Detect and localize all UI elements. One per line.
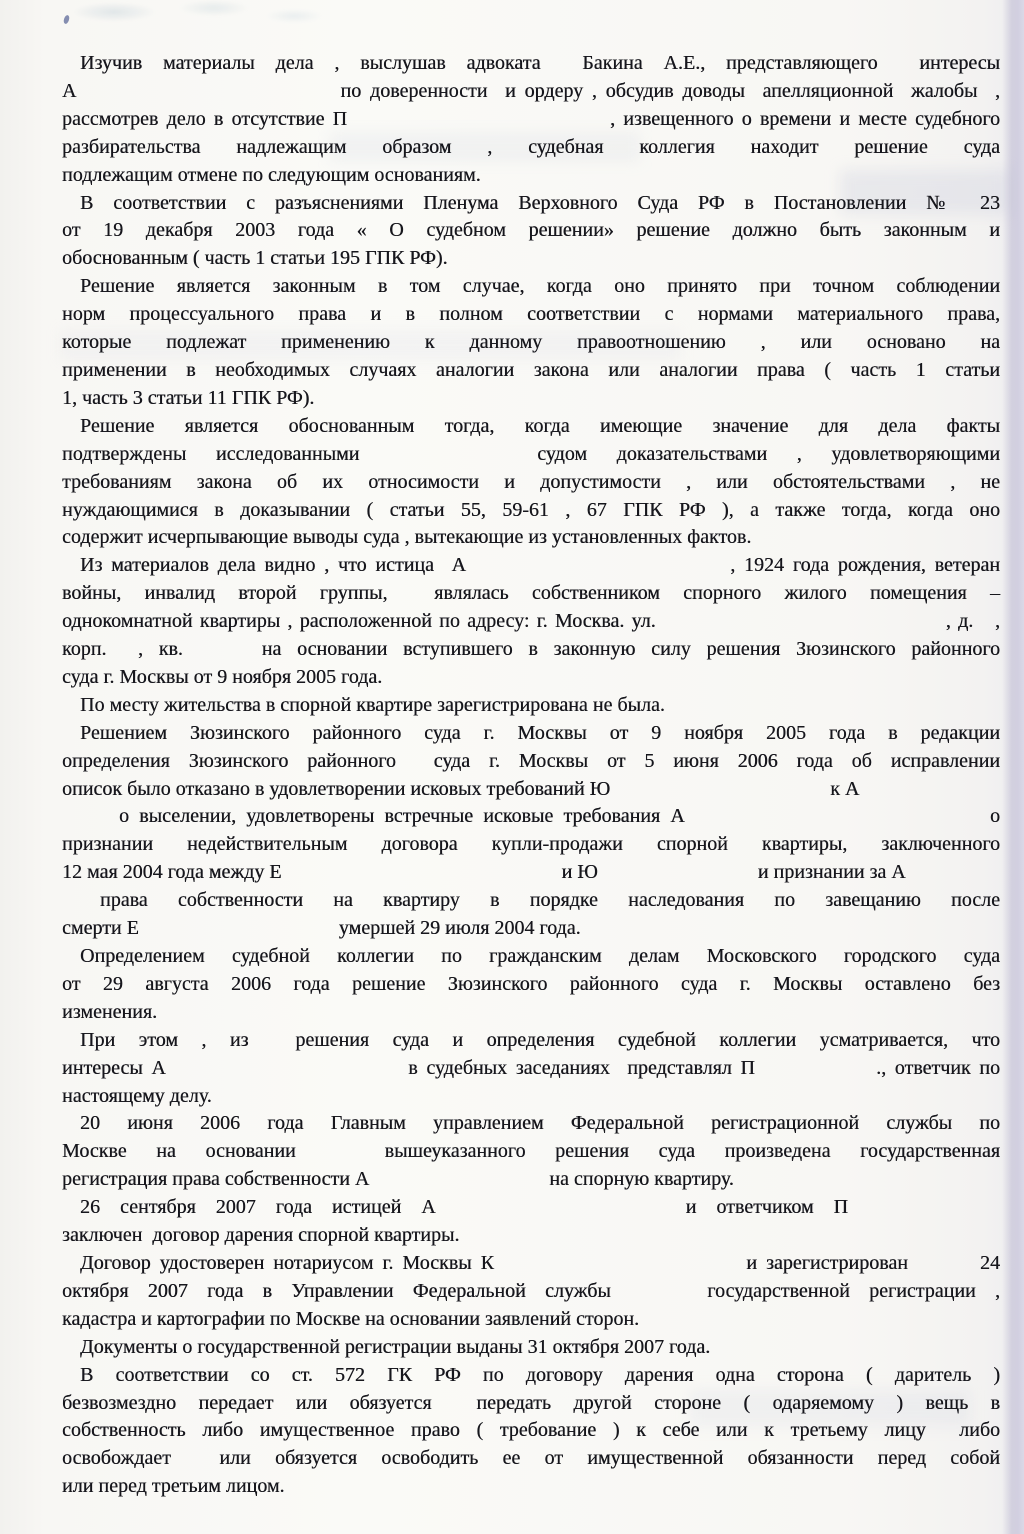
text-line: описок было отказано в удовлетворении исковых требований Ю к А <box>62 777 860 800</box>
text-line: нуждающимися в доказывании ( статьи 55, 59-61 , 67 ГПК РФ ), а также тогда, когда оно <box>62 498 1000 521</box>
paragraph-registration-2006 <box>62 1110 1000 1194</box>
text-line: определения Зюзинского районного суда г. Москвы от 5 июня 2006 года об исправлении <box>62 749 1000 772</box>
text-line: права собственности на квартиру в порядке наследования по завещанию после <box>100 889 1000 912</box>
text-line: разбирательства надлежащим образом , судебная коллегия находит решение суда <box>62 135 1000 158</box>
paragraph-substantiated-decision <box>62 413 1000 553</box>
text-line: При этом , из решения суда и определения судебной коллегии усматривается, что <box>80 1028 1000 1051</box>
text-line: однокомнатной квартиры , расположенной по адресу: г. Москва. ул. , д. , <box>62 610 1000 633</box>
paragraph-city-court-ruling <box>62 943 1000 1027</box>
text-line: кадастра и картографии по Москве на основании заявлений сторон. <box>62 1307 640 1330</box>
paragraph-residence <box>62 692 1000 720</box>
paragraph-plenum-ruling <box>62 190 1000 274</box>
text-line: собственность либо имущественное право ( требование ) к себе или к третьему лицу либо <box>62 1419 1000 1442</box>
text-line: октября 2007 года в Управлении Федеральной службы государственной регистрации , <box>62 1279 1000 1302</box>
text-line: обоснованным ( часть 1 статьи 195 ГПК РФ). <box>62 247 448 270</box>
text-line: безвозмездно передает или обязуется передать другой стороне ( одаряемому ) вещь в <box>62 1391 1000 1414</box>
paragraph-intro <box>62 50 1000 190</box>
text-line: подтверждены исследованными судом доказательствами , удовлетворяющими <box>62 442 1000 465</box>
text-line: освобождает или обязуется освободить ее от имущественной обязанности перед собой <box>62 1447 1000 1470</box>
text-line: Москве на основании вышеуказанного решения суда произведена государственная <box>62 1140 1000 1163</box>
text-line: суда г. Москвы от 9 ноября 2005 года. <box>62 665 383 688</box>
scan-edge-band-artifact <box>1002 0 1024 1534</box>
text-line: регистрация права собственности А на спорную квартиру. <box>62 1168 734 1191</box>
text-line: заключен договор дарения спорной квартиры. <box>62 1224 460 1247</box>
text-line: изменения. <box>62 1000 158 1023</box>
text-line: о выселении, удовлетворены встречные исковые требования А о <box>119 805 1000 828</box>
text-line: рассмотрев дело в отсутствие П , извещенного о времени и месте судебного <box>62 107 1000 130</box>
text-line: 26 сентября 2007 года истицей А и ответчиком П <box>80 1196 848 1219</box>
text-line: Решение является обоснованным тогда, когда имеющие значение для дела факты <box>80 414 1000 437</box>
text-line: 20 июня 2006 года Главным управлением Федеральной регистрационной службы по <box>80 1112 1000 1135</box>
text-line: В соответствии со ст. 572 ГК РФ по договору дарения одна сторона ( даритель ) <box>80 1363 1000 1386</box>
text-line: корп. , кв. на основании вступившего в законную силу решения Зюзинского районного <box>62 638 1000 661</box>
paragraph-gift-agreement <box>62 1194 1000 1250</box>
text-line: Изучив материалы дела , выслушав адвоката Бакина А.Е., представляющего интересы <box>80 52 1000 74</box>
text-line: Решением Зюзинского районного суда г. Москвы от 9 ноября 2005 года в редакции <box>80 721 1000 744</box>
text-line: применении в необходимых случаях аналогии закона или аналогии права ( часть 1 статьи <box>62 358 1000 381</box>
text-line: смерти Е умершей 29 июля 2004 года. <box>62 917 581 940</box>
text-line: норм процессуального права и в полном соответствии с нормами материального права, <box>62 303 1000 326</box>
text-line: В соответствии с разъяснениями Пленума Верховного Суда РФ в Постановлении № 23 <box>80 191 1000 214</box>
text-line: подлежащим отмене по следующим основаниям. <box>62 163 481 186</box>
paragraph-case-materials <box>62 552 1000 692</box>
paragraph-article-572 <box>62 1362 1000 1502</box>
text-line: войны, инвалид второй группы, являлась собственником спорного жилого помещения – <box>62 582 1000 605</box>
text-line: Из материалов дела видно , что истица А , 1924 года рождения, ветеран <box>80 554 1000 577</box>
text-line: настоящему делу. <box>62 1084 212 1107</box>
paragraph-representation <box>62 1027 1000 1111</box>
paragraph-lawful-decision <box>62 273 1000 413</box>
text-line: признании недействительным договора купли-продажи спорной квартиры, заключенного <box>62 833 1000 856</box>
text-line: 12 мая 2004 года между Е и Ю и признании за А <box>62 861 906 884</box>
text-line: Решение является законным в том случае, когда оно принято при точном соблюдении <box>80 275 1000 298</box>
text-line: содержит исчерпывающие выводы суда , вытекающие из установленных фактов. <box>62 526 752 549</box>
text-line: от 29 августа 2006 года решение Зюзинского районного суда г. Москвы оставлено без <box>62 972 1000 995</box>
text-line: Документы о государственной регистрации выданы 31 октября 2007 года. <box>80 1335 711 1358</box>
paragraph-zyuzinsky-decision <box>62 720 1000 943</box>
text-line: или перед третьим лицом. <box>62 1475 285 1498</box>
text-line: требованиям закона об их относимости и допустимости , или обстоятельствами , не <box>62 470 1000 493</box>
document-body <box>62 50 1000 1501</box>
text-line: По месту жительства в спорной квартире зарегистрирована не была. <box>80 693 665 716</box>
text-line: которые подлежат применению к данному правоотношению , или основано на <box>62 331 1000 354</box>
paragraph-notary <box>62 1250 1000 1334</box>
scan-smudge-artifact <box>24 0 354 36</box>
text-line: Договор удостоверен нотариусом г. Москвы К и зарегистрирован 24 <box>80 1251 1000 1274</box>
paragraph-documents-issued <box>62 1334 1000 1362</box>
text-line: интересы А в судебных заседаниях представлял П ., ответчик по <box>62 1056 1000 1079</box>
text-line: Определением судебной коллегии по гражданским делам Московского городского суда <box>80 945 1000 967</box>
text-line: А по доверенности и ордеру , обсудив доводы апелляционной жалобы , <box>62 79 1000 102</box>
text-line: от 19 декабря 2003 года « О судебном решении» решение должно быть законным и <box>62 219 1000 242</box>
text-line: 1, часть 3 статьи 11 ГПК РФ). <box>62 386 315 409</box>
